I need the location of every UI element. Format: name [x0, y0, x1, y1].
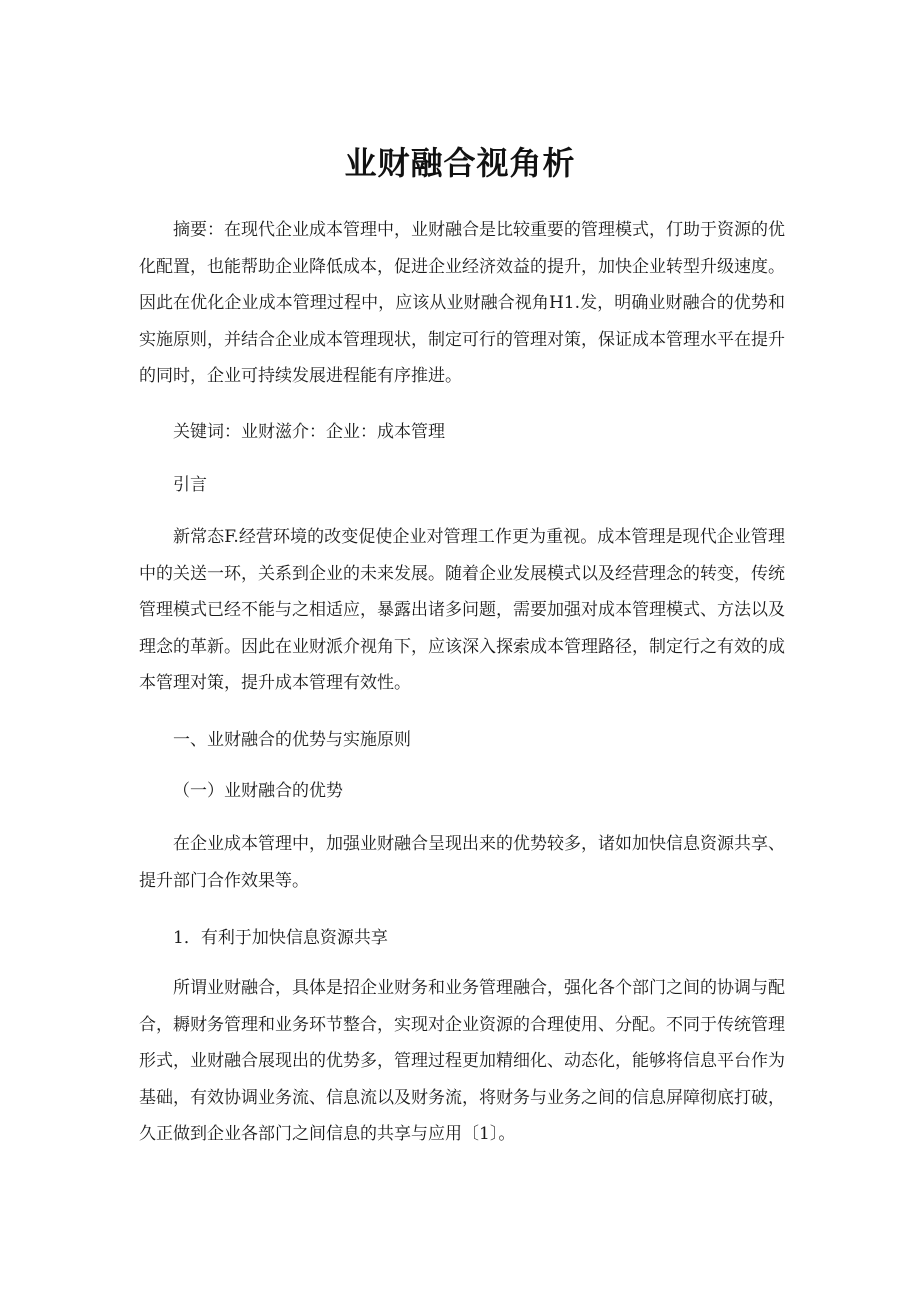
section-heading: 一、业财融合的优势与实施原则	[173, 730, 411, 750]
intro-heading: 引言	[173, 475, 207, 495]
subsection-paragraph: 在企业成本管理中，加强业财融合呈现出来的优势较多，诸如加快信息资源共享、提升部门合作效果等。	[139, 834, 785, 891]
subsection-heading: （一）业财融合的优势	[173, 781, 343, 801]
abstract-paragraph: 摘要：在现代企业成本管理中，业财融合是比较重要的管理模式，仃助于资源的优化配置，也能帮助企业降低成本，促进企业经济效益的提升，加快企业转型升级速度。因此在优化企业成本管理过程中，应该从业财融合视角H1.发，明确业财融合的优势和实施原则，并结合企业成本管理现状，制定可行的管理对策，保证成本管理水平在提升的同时，企业可持续发展进程能有序推进。	[139, 220, 785, 386]
point-paragraph: 所谓业财融合，具体是招企业财务和业务管理融合，强化各个部门之间的协调与配合，耨财务管理和业务环节整合，实现对企业资源的合理使用、分配。不同于传统管理形式，业财融合展现出的优势多，管理过程更加精细化、动态化，能够将信息平台作为基础，有效协调业务流、信息流以及财务流，将财务与业务之间的信息屏障彻底打破，久正做到企业各部门之间信息的共享与应用〔1〕。	[139, 978, 785, 1144]
point-heading: 1．有利于加快信息资源共享	[173, 928, 388, 948]
intro-paragraph: 新常态F.经营环境的改变促使企业对管理工作更为重视。成本管理是现代企业管理中的关送一环，关系到企业的未来发展。随着企业发展模式以及经营理念的转变，传统管理模式已经不能与之相适应，暴露出诸多问题，需要加强对成本管理模式、方法以及理念的革新。因此在业财派介视角下，应该深入探索成本管理路径，制定行之有效的成本管理对策，提升成本管理有效性。	[139, 527, 785, 693]
keywords-line: 关键词：业财滋介：企业：成本管理	[173, 422, 445, 442]
document-title: 业财融合视角析	[344, 144, 576, 182]
